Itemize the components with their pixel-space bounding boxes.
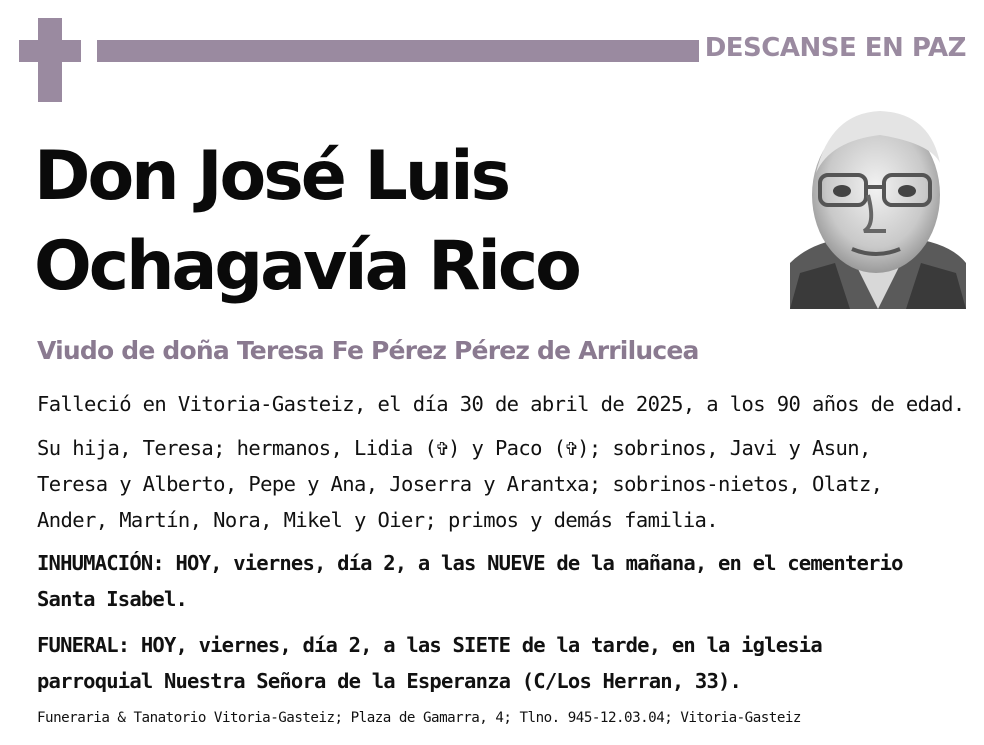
spouse-line: Viudo de doña Teresa Fe Pérez Pérez de Arrilucea <box>37 336 699 365</box>
deceased-name <box>34 132 579 312</box>
funeral-info: FUNERAL: HOY, viernes, día 2, a las SIETE de la tarde, en la iglesia parroquial Nuestra Señora de la Esperanza (C/Los Herran, 33). <box>37 633 822 693</box>
portrait-photo <box>790 103 966 309</box>
header-label: DESCANSE EN PAZ <box>704 33 966 63</box>
burial-info: INHUMACIÓN: HOY, viernes, día 2, a las NUEVE de la mañana, en el cementerio Santa Isabel. <box>37 551 903 611</box>
header-rule <box>97 40 699 62</box>
name-line-2: Ochagavía Rico <box>34 227 579 306</box>
death-notice: Falleció en Vitoria-Gasteiz, el día 30 de abril de 2025, a los 90 años de edad. <box>37 392 965 416</box>
family-list: Su hija, Teresa; hermanos, Lidia (✞) y Paco (✞); sobrinos, Javi y Asun, Teresa y Alberto, Pepe y Ana, Joserra y Arantxa; sobrinos-nietos, Olatz, Ander, Martín, Nora, Mikel y Oier; primos y demás familia. <box>37 436 883 532</box>
cross-horizontal-bar <box>19 40 81 62</box>
name-line-1: Don José Luis <box>34 137 509 216</box>
funeral-home-footer: Funeraria & Tanatorio Vitoria-Gasteiz; Plaza de Gamarra, 4; Tlno. 945-12.03.04; Vitoria-Gasteiz <box>37 710 801 726</box>
